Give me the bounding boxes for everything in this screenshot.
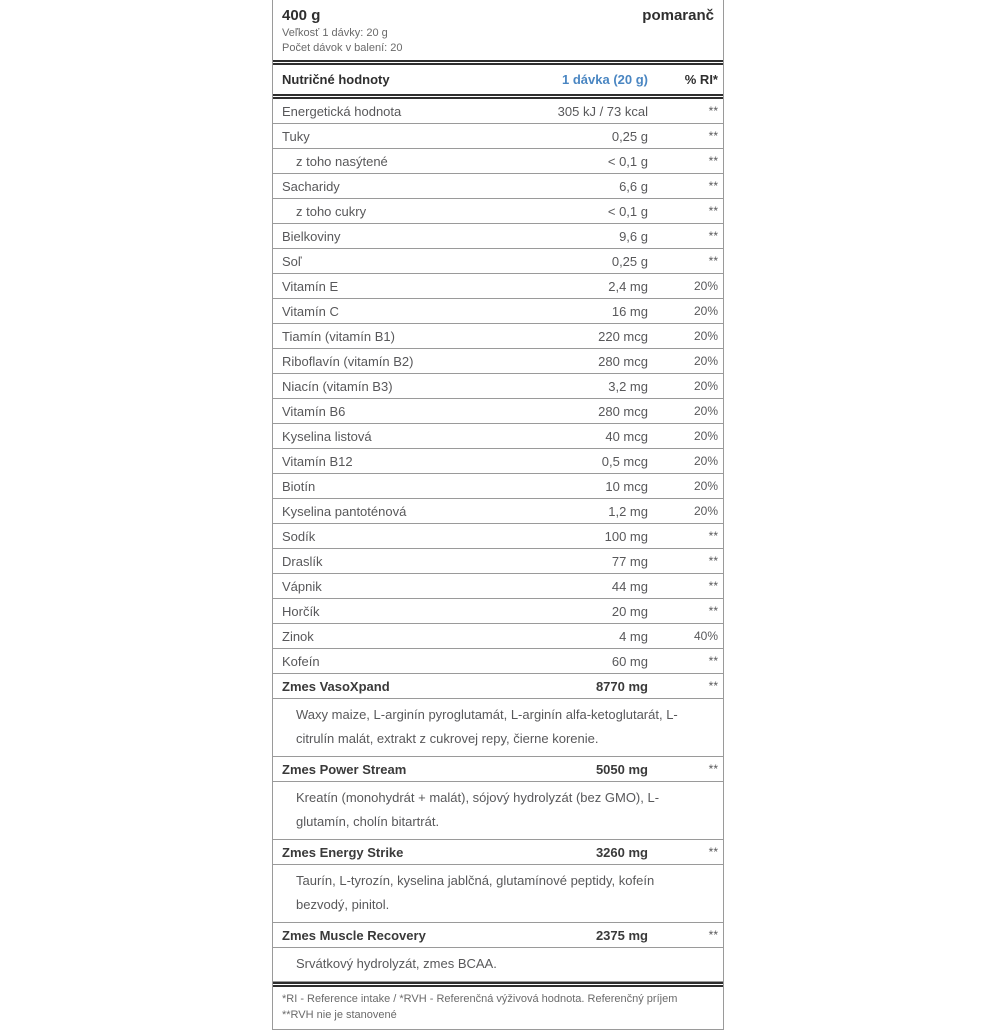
row-ri: ** [708, 845, 718, 859]
package-weight: 400 g [282, 7, 321, 24]
row-label: Niacín (vitamín B3) [282, 378, 393, 394]
table-row [273, 124, 723, 149]
row-label: Vitamín E [282, 278, 339, 294]
row-ri: ** [708, 529, 718, 543]
table-row [273, 99, 723, 124]
title-row [273, 0, 723, 26]
table-row [273, 757, 723, 782]
row-value: 280 mcg [598, 353, 648, 369]
row-value: 77 mg [611, 553, 648, 569]
table-row [273, 374, 723, 399]
table-row [273, 224, 723, 249]
row-value: 2,4 mg [608, 278, 648, 294]
row-value: 3,2 mg [608, 378, 648, 394]
row-value: 0,25 g [611, 128, 648, 144]
row-label: Bielkoviny [282, 228, 341, 244]
row-value: 1,2 mg [608, 503, 648, 519]
row-label: Draslík [282, 553, 323, 569]
row-value: 0,25 g [611, 253, 648, 269]
row-value: 6,6 g [619, 178, 648, 194]
table-row [273, 574, 723, 599]
table-row [273, 474, 723, 499]
ingredient-description-row: Kreatín (monohydrát + malát), sójový hydrolyzát (bez GMO), L-glutamín, cholín bitartrát. [273, 782, 723, 840]
row-value: 0,5 mcg [601, 453, 648, 469]
row-value: 16 mg [611, 303, 648, 319]
row-label: Vápnik [282, 578, 322, 594]
row-ri: 20% [693, 404, 718, 418]
row-value: 280 mcg [598, 403, 648, 419]
row-label: Horčík [282, 603, 320, 619]
row-value: 10 mcg [605, 478, 648, 494]
table-row [273, 599, 723, 624]
flavor-name: pomaranč [642, 7, 714, 24]
row-ri: 20% [693, 504, 718, 518]
row-ri: 20% [693, 304, 718, 318]
row-ri: ** [708, 154, 718, 168]
row-ri: ** [708, 654, 718, 668]
row-value: 60 mg [611, 653, 648, 669]
table-row [273, 840, 723, 865]
row-label: Vitamín B12 [282, 453, 353, 469]
row-label: Soľ [282, 253, 302, 269]
row-ri: ** [708, 928, 718, 942]
row-ri: ** [708, 104, 718, 118]
row-ri: 20% [693, 479, 718, 493]
row-label: Vitamín B6 [282, 403, 346, 419]
row-ri: ** [708, 679, 718, 693]
table-row [273, 449, 723, 474]
row-ri: 20% [693, 429, 718, 443]
table-row [273, 499, 723, 524]
row-value: 3260 mg [595, 844, 648, 860]
column-header-serving: 1 dávka (20 g) [562, 72, 648, 87]
row-ri: ** [708, 129, 718, 143]
row-value: < 0,1 g [607, 203, 648, 219]
table-row [273, 524, 723, 549]
row-label: Sacharidy [282, 178, 340, 194]
row-value: 100 mg [604, 528, 648, 544]
row-value: < 0,1 g [607, 153, 648, 169]
table-row [273, 249, 723, 274]
row-label: z toho nasýtené [296, 153, 388, 169]
row-label: Zinok [282, 628, 314, 644]
nutrition-label [272, 0, 724, 1030]
row-label: Tiamín (vitamín B1) [282, 328, 395, 344]
row-ri: ** [708, 179, 718, 193]
row-ri: ** [708, 254, 718, 268]
footnote-line-rvh: **RVH nie je stanovené [282, 1009, 397, 1021]
table-row [273, 424, 723, 449]
ingredient-description-row: Srvátkový hydrolyzát, zmes BCAA. [273, 948, 723, 982]
serving-size-line: Veľkosť 1 dávky: 20 g [282, 27, 388, 39]
column-header-ri: % RI* [684, 72, 718, 87]
row-label: Kyselina pantoténová [282, 503, 407, 519]
row-ri: 20% [693, 329, 718, 343]
row-value: 305 kJ / 73 kcal [557, 103, 648, 119]
row-label: z toho cukry [296, 203, 367, 219]
table-row [273, 624, 723, 649]
table-row [273, 549, 723, 574]
table-row [273, 274, 723, 299]
footnotes [273, 987, 723, 1029]
row-value: 40 mcg [605, 428, 648, 444]
row-value: 20 mg [611, 603, 648, 619]
row-ri: 20% [693, 279, 718, 293]
row-value: 220 mcg [598, 328, 648, 344]
row-label: Biotín [282, 478, 316, 494]
row-label: Kofeín [282, 653, 320, 669]
nutrition-rows [273, 99, 723, 982]
table-row [273, 674, 723, 699]
table-row [273, 299, 723, 324]
row-label: Tuky [282, 128, 310, 144]
row-ri: ** [708, 762, 718, 776]
row-label: Vitamín C [282, 303, 339, 319]
row-ri: ** [708, 204, 718, 218]
table-row [273, 149, 723, 174]
row-ri: ** [708, 604, 718, 618]
row-value: 2375 mg [595, 927, 648, 943]
row-label: Riboflavín (vitamín B2) [282, 353, 414, 369]
column-header-nutrients: Nutričné hodnoty [282, 72, 390, 87]
row-ri: 20% [693, 454, 718, 468]
row-ri: 20% [693, 354, 718, 368]
table-row [273, 923, 723, 948]
label-header [273, 0, 723, 60]
table-row [273, 174, 723, 199]
footnote-line-ri: *RI - Reference intake / *RVH - Referenčná výživová hodnota. Referenčný príjem [282, 993, 678, 1005]
table-row [273, 649, 723, 674]
ingredient-description-row: Taurín, L-tyrozín, kyselina jablčná, glutamínové peptidy, kofeín bezvodý, pinitol. [273, 865, 723, 923]
table-row [273, 349, 723, 374]
row-label: Zmes Energy Strike [282, 844, 404, 860]
row-value: 44 mg [611, 578, 648, 594]
row-label: Zmes Power Stream [282, 761, 407, 777]
row-value: 9,6 g [619, 228, 648, 244]
servings-count-line: Počet dávok v balení: 20 [282, 42, 403, 54]
table-header-row [273, 65, 723, 94]
table-row [273, 199, 723, 224]
row-label: Sodík [282, 528, 316, 544]
row-label: Kyselina listová [282, 428, 372, 444]
row-label: Zmes VasoXpand [282, 678, 390, 694]
row-value: 4 mg [619, 628, 648, 644]
row-ri: 40% [693, 629, 718, 643]
row-label: Zmes Muscle Recovery [282, 927, 426, 943]
row-ri: ** [708, 554, 718, 568]
row-value: 8770 mg [595, 678, 648, 694]
row-value: 5050 mg [595, 761, 648, 777]
table-row [273, 324, 723, 349]
row-ri: ** [708, 229, 718, 243]
table-row [273, 399, 723, 424]
row-ri: ** [708, 579, 718, 593]
ingredient-description-row: Waxy maize, L-arginín pyroglutamát, L-arginín alfa-ketoglutarát, L-citrulín malát, extrakt z cukrovej repy, čierne korenie. [273, 699, 723, 757]
row-ri: 20% [693, 379, 718, 393]
row-label: Energetická hodnota [282, 103, 402, 119]
